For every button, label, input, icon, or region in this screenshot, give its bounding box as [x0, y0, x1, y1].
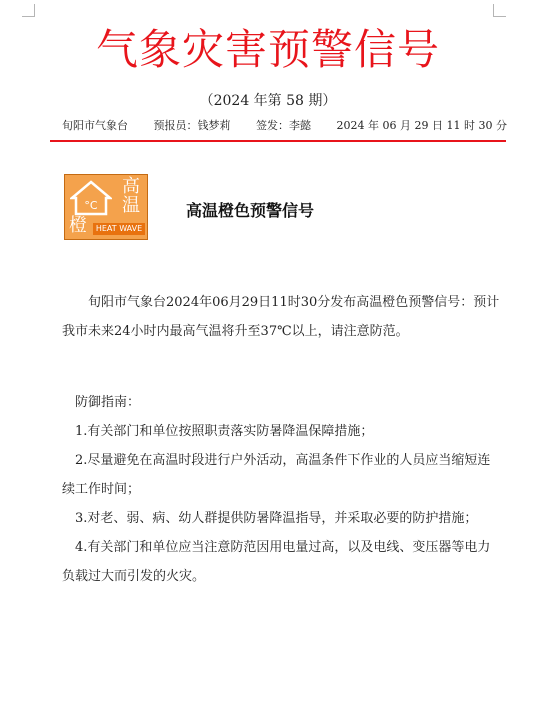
defense-guide [62, 388, 502, 591]
issue-number: （2024 年第 58 期） [199, 93, 337, 109]
page-corner-mark-right [493, 4, 506, 17]
meta-line [62, 117, 512, 133]
forecaster: 预报员：钱梦莉 [153, 119, 231, 132]
red-divider [50, 140, 506, 142]
heat-wave-orange-signal-icon [64, 174, 148, 240]
guide-heading: 防御指南： [75, 395, 141, 410]
guide-item: 4.有关部门和单位应当注意防范因用电量过高，以及电线、变压器等电力负载过大而引发的火灾。 [62, 540, 491, 584]
signal-level-text: 橙 [69, 215, 87, 236]
signal-headline: 高温橙色预警信号 [186, 201, 315, 220]
issuing-org: 旬阳市气象台 [62, 119, 128, 132]
signal-type-text: 高温 [122, 176, 140, 216]
signer: 签发：李懿 [256, 119, 311, 132]
signal-english-label: HEAT WAVE [93, 223, 145, 235]
document-title: 气象灾害预警信号 [95, 25, 440, 74]
page-corner-mark-left [22, 4, 35, 17]
guide-item: 1.有关部门和单位按照职责落实防暑降温保障措施； [75, 424, 374, 439]
thermometer-house-icon [70, 180, 112, 216]
guide-item: 3.对老、弱、病、幼人群提供防暑降温指导，并采取必要的防护措施； [75, 511, 478, 526]
guide-item: 2.尽量避免在高温时段进行户外活动，高温条件下作业的人员应当缩短连续工作时间； [62, 453, 491, 497]
issue-datetime: 2024 年 06 月 29 日 11 时 30 分 [336, 119, 507, 132]
celsius-symbol: °C [84, 199, 98, 212]
announcement-paragraph: 旬阳市气象台2024年06月29日11时30分发布高温橙色预警信号：预计我市未来24小时内最高气温将升至37℃以上，请注意防范。 [62, 295, 500, 339]
